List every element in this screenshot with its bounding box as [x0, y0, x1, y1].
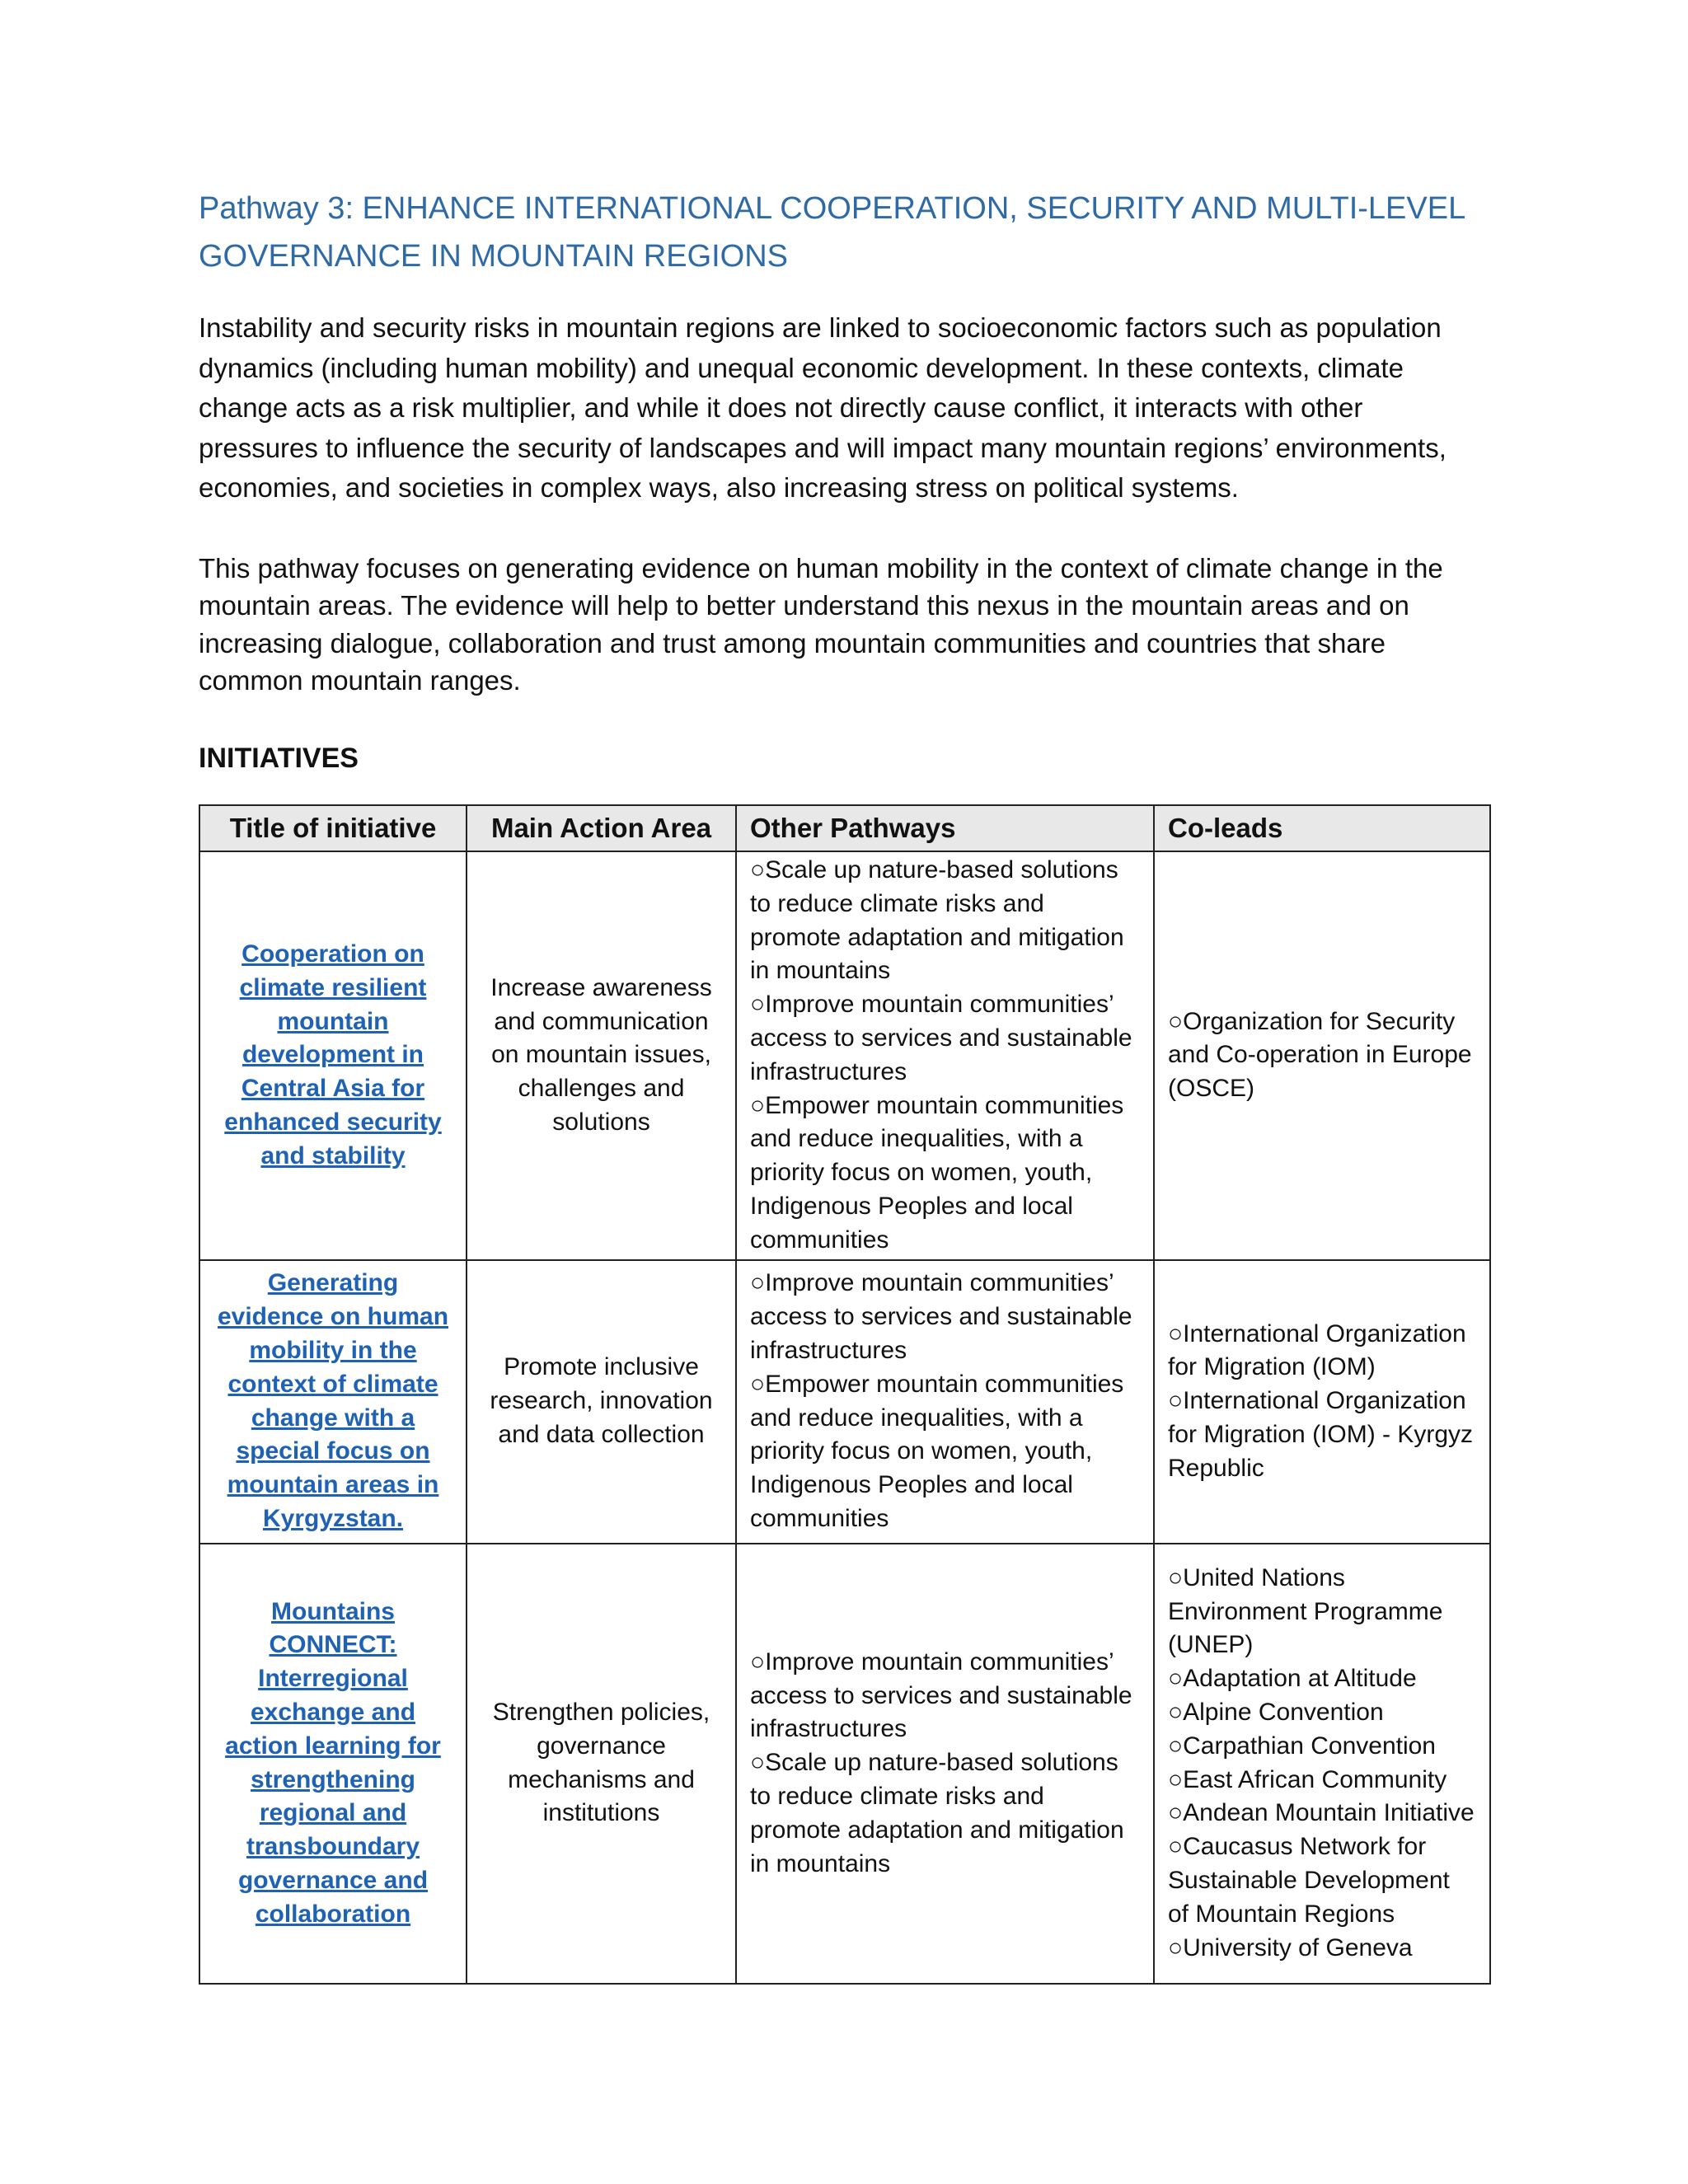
other-pathways-cell: [736, 1260, 1154, 1544]
colead-item: ○ United Nations Environment Programme (UNEP): [1168, 1562, 1476, 1662]
column-header: Title of initiative: [199, 805, 467, 851]
colead-item: ○ East African Community: [1168, 1764, 1476, 1797]
initiatives-table: [199, 804, 1491, 1985]
action-area-cell: Strengthen policies, governance mechanisms and institutions: [467, 1544, 736, 1984]
colead-item: ○ Organization for Security and Co-operation in Europe (OSCE): [1168, 1005, 1476, 1106]
table-row: [199, 851, 1490, 1260]
pathway-item: ○ Improve mountain communities’ access to services and sustainable infrastructures: [750, 1267, 1140, 1367]
pathway-item: ○ Empower mountain communities and reduce inequalities, with a priority focus on women, youth, Indigenous Peoples and local communities: [750, 1368, 1140, 1536]
initiative-title-cell: [199, 1260, 467, 1544]
table-row: [199, 1260, 1490, 1544]
colead-item: ○ International Organization for Migration (IOM): [1168, 1318, 1476, 1385]
pathway-item: ○ Improve mountain communities’ access to services and sustainable infrastructures: [750, 988, 1140, 1089]
table-header-row: [199, 805, 1490, 851]
intro-paragraph: Instability and security risks in mountain regions are linked to socioeconomic factors such as population dynamics (including human mobility) and unequal economic development. In these contexts, climate change acts as a risk multiplier, and while it does not directly cause conflict, it interacts with other pressures to influence the security of landscapes and will impact many mountain regions’ environments, economies, and societies in complex ways, also increasing stress on political systems.: [199, 312, 1447, 504]
initiative-title-cell: [199, 1544, 467, 1984]
colead-item: ○ Caucasus Network for Sustainable Development of Mountain Regions: [1168, 1830, 1476, 1931]
colead-item: ○ University of Geneva: [1168, 1932, 1476, 1966]
pathway-heading: Pathway 3: ENHANCE INTERNATIONAL COOPERATION, SECURITY AND MULTI-LEVEL GOVERNANCE IN MOUNTAIN REGIONS: [199, 191, 1465, 274]
initiative-link[interactable]: Generating evidence on human mobility in the context of climate change with a special focus on mountain areas in Kyrgyzstan.: [217, 1269, 449, 1532]
pathway-item: ○ Scale up nature-based solutions to reduce climate risks and promote adaptation and mitigation in mountains: [750, 854, 1140, 988]
pathway-item: ○ Improve mountain communities’ access to services and sustainable infrastructures: [750, 1646, 1140, 1746]
action-area-cell: Promote inclusive research, innovation and data collection: [467, 1260, 736, 1544]
column-header: Other Pathways: [736, 805, 1154, 851]
initiative-link[interactable]: Mountains CONNECT: Interregional exchange and action learning for strengthening regional and transboundary governance and collaboration: [225, 1597, 441, 1928]
section-title: INITIATIVES: [199, 743, 359, 774]
coleads-cell: [1154, 1260, 1490, 1544]
coleads-cell: [1154, 1544, 1490, 1984]
colead-item: ○ International Organization for Migration (IOM) - Kyrgyz Republic: [1168, 1385, 1476, 1485]
initiative-link[interactable]: Cooperation on climate resilient mountain development in Central Asia for enhanced security and stability: [224, 940, 442, 1169]
colead-item: ○ Adaptation at Altitude: [1168, 1662, 1476, 1696]
action-area-cell: Increase awareness and communication on mountain issues, challenges and solutions: [467, 851, 736, 1260]
column-header: Co-leads: [1154, 805, 1490, 851]
pathway-item: ○ Empower mountain communities and reduce inequalities, with a priority focus on women, youth, Indigenous Peoples and local communities: [750, 1090, 1140, 1258]
initiative-title-cell: [199, 851, 467, 1260]
column-header: Main Action Area: [467, 805, 736, 851]
focus-paragraph: This pathway focuses on generating evidence on human mobility in the context of climate change in the mountain areas. The evidence will help to better understand this nexus in the mountain areas and on increasing dialogue, collaboration and trust among mountain communities and countries that share common mountain ranges.: [199, 553, 1443, 696]
table-row: [199, 1544, 1490, 1984]
coleads-cell: [1154, 851, 1490, 1260]
colead-item: ○ Andean Mountain Initiative: [1168, 1797, 1476, 1830]
pathway-item: ○ Scale up nature-based solutions to reduce climate risks and promote adaptation and mitigation in mountains: [750, 1746, 1140, 1881]
other-pathways-cell: [736, 1544, 1154, 1984]
colead-item: ○ Carpathian Convention: [1168, 1730, 1476, 1764]
other-pathways-cell: [736, 851, 1154, 1260]
colead-item: ○ Alpine Convention: [1168, 1696, 1476, 1730]
